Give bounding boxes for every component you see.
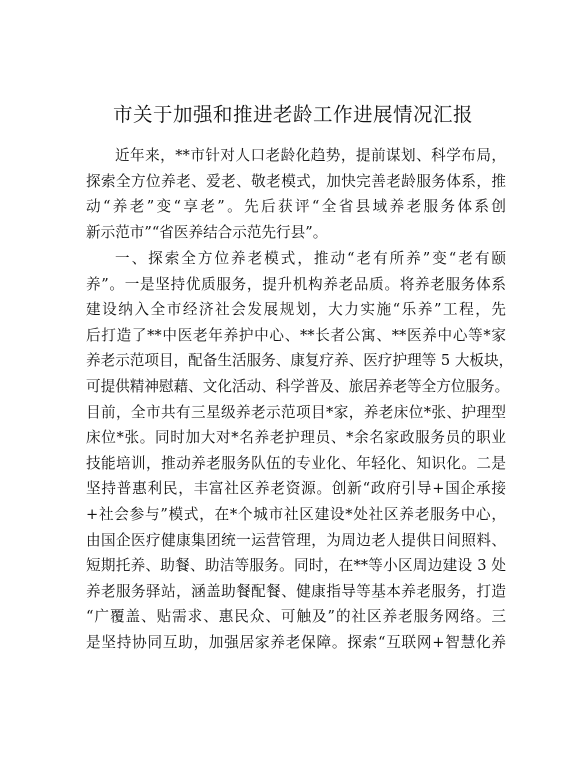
paragraph-line: 短期托养、助餐、助洁等服务。同时，在**等小区周边建设 3 处: [86, 557, 506, 575]
paragraph-line: 一、探索全方位养老模式，推动“老有所养”变“老有颐: [115, 250, 506, 267]
paragraph-line: 是坚持协同互助，加强居家养老保障。探索“互联网+智慧化养: [86, 633, 506, 651]
paragraph-line: +社会参与”模式，在*个城市社区建设*处社区养老服务中心，: [86, 505, 506, 523]
document-title: 市关于加强和推进老龄工作进展情况汇报: [112, 103, 473, 126]
paragraph-line: 养老示范项目，配备生活服务、康复疗养、医疗护理等 5 大板块，: [86, 352, 514, 370]
paragraph-line: 可提供精神慰藉、文化活动、科学普及、旅居养老等全方位服务。: [86, 377, 510, 395]
paragraph-line: 坚持普惠利民，丰富社区养老资源。创新“政府引导+国企承接: [86, 480, 506, 498]
paragraph-line: 新示范市”“省医养结合示范先行县”。: [86, 223, 328, 241]
paragraph-line: “广覆盖、贴需求、惠民众、可触及”的社区养老服务网络。三: [86, 608, 506, 626]
paragraph-line: 建设纳入全市经济社会发展规划，大力实施“乐养”工程，先: [86, 301, 506, 319]
paragraph-intro: [86, 143, 506, 245]
paragraph-line: 由国企医疗健康集团统一运营管理，为周边老人提供日间照料、: [86, 531, 506, 549]
paragraph-line: 技能培训，推动养老服务队伍的专业化、年轻化、知识化。二是: [86, 454, 506, 472]
paragraph-line: 目前，全市共有三星级养老示范项目*家，养老床位*张、护理型: [86, 403, 506, 421]
paragraph-line: 探索全方位养老、爱老、敬老模式，加快完善老龄服务体系，推: [86, 172, 506, 190]
paragraph-line: 养”。一是坚持优质服务，提升机构养老品质。将养老服务体系: [86, 275, 506, 293]
paragraph-line: 床位*张。同时加大对*名养老护理员、*余名家政服务员的职业: [86, 429, 506, 447]
paragraph-line: 养老服务驿站，涵盖助餐配餐、健康指导等基本养老服务，打造: [86, 582, 506, 600]
paragraph-section-one: [86, 246, 514, 656]
paragraph-line: 动“养老”变“享老”。先后获评“全省县域养老服务体系创: [86, 198, 506, 216]
paragraph-line: 近年来，**市针对人口老龄化趋势，提前谋划、科学布局，: [115, 147, 506, 164]
paragraph-line: 后打造了**中医老年养护中心、**长者公寓、**医养中心等*家: [86, 326, 506, 344]
